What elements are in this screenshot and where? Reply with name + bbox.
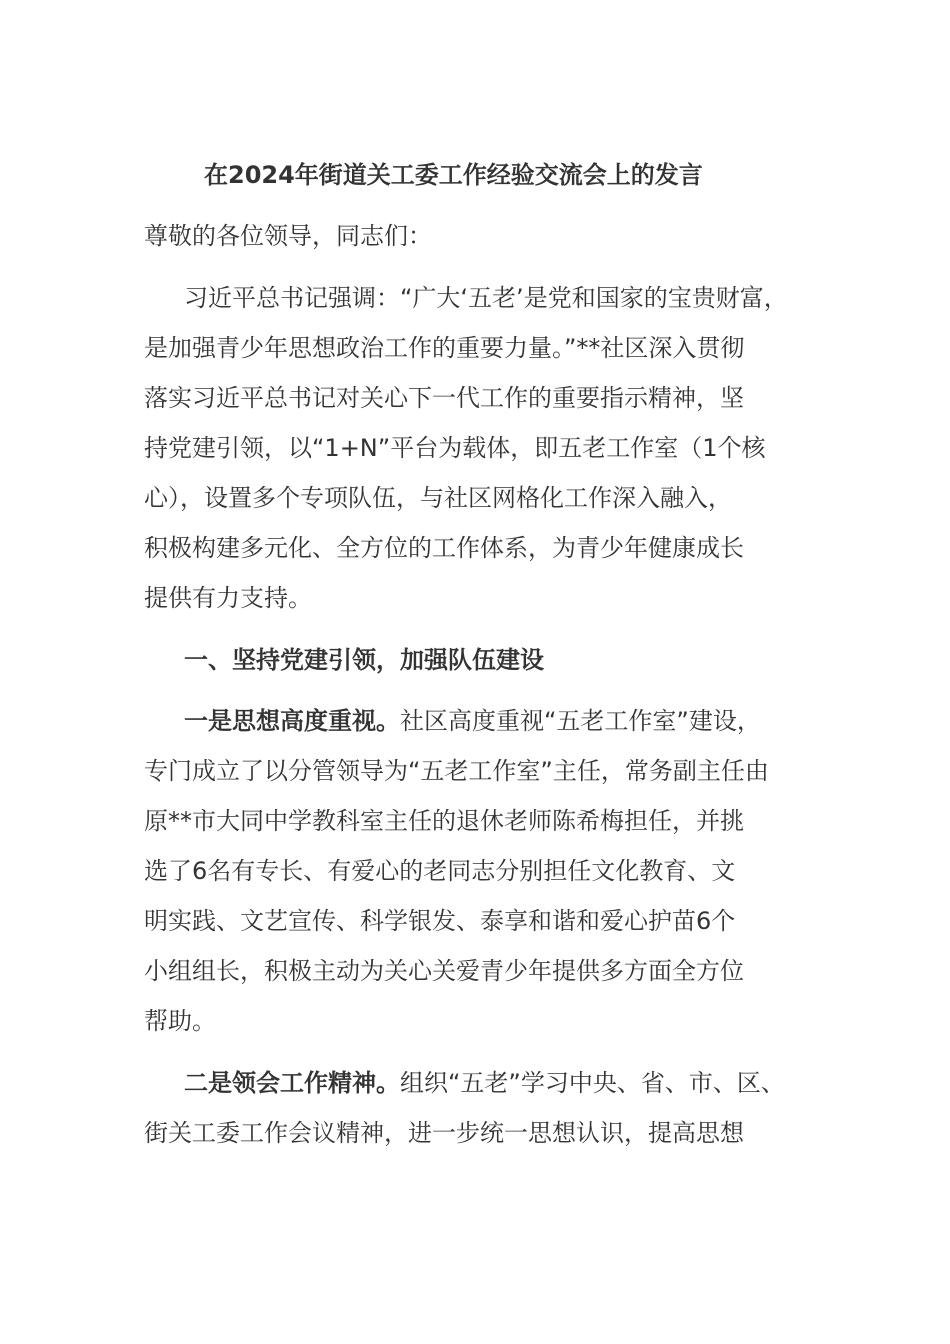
- salutation: 尊敬的各位领导，同志们：: [144, 222, 432, 250]
- paragraph-line: 街关工委工作会议精神，进一步统一思想认识，提高思想: [144, 1119, 744, 1147]
- paragraph-lead: 一是思想高度重视。: [184, 707, 400, 735]
- paragraph-line: [184, 1067, 785, 1099]
- paragraph-line: 提供有力支持。: [144, 584, 312, 612]
- paragraph-line: 积极构建多元化、全方位的工作体系，为青少年健康成长: [144, 534, 744, 562]
- section-heading: 一、坚持党建引领，加强队伍建设: [184, 646, 544, 674]
- paragraph-line: 落实习近平总书记对关心下一代工作的重要指示精神，坚: [144, 384, 744, 412]
- paragraph-text: 社区高度重视“五老工作室”建设，: [400, 707, 761, 735]
- paragraph-lead: 二是领会工作精神。: [184, 1069, 400, 1097]
- paragraph-line: 是加强青少年思想政治工作的重要力量。”**社区深入贯彻: [144, 334, 745, 362]
- paragraph-line: 原**市大同中学教科室主任的退休老师陈希梅担任，并挑: [144, 807, 744, 835]
- paragraph-line: [184, 705, 761, 737]
- document-title: 在2024年街道关工委工作经验交流会上的发言: [204, 161, 703, 189]
- paragraph-text: 组织“五老”学习中央、省、市、区、: [400, 1069, 785, 1097]
- paragraph-line: 习近平总书记强调：“广大‘五老’是党和国家的宝贵财富，: [184, 284, 788, 312]
- paragraph-line: 心），设置多个专项队伍，与社区网格化工作深入融入，: [144, 484, 732, 512]
- paragraph-line: 专门成立了以分管领导为“五老工作室”主任，常务副主任由: [144, 757, 769, 785]
- paragraph-line: 明实践、文艺宣传、科学银发、泰享和谐和爱心护苗6个: [144, 907, 736, 935]
- paragraph-line: 持党建引领，以“1+N”平台为载体，即五老工作室（1个核: [144, 434, 766, 462]
- paragraph-line: 选了6名有专长、有爱心的老同志分别担任文化教育、文: [144, 857, 736, 885]
- paragraph-line: 帮助。: [144, 1007, 216, 1035]
- paragraph-line: 小组组长，积极主动为关心关爱青少年提供多方面全方位: [144, 957, 744, 985]
